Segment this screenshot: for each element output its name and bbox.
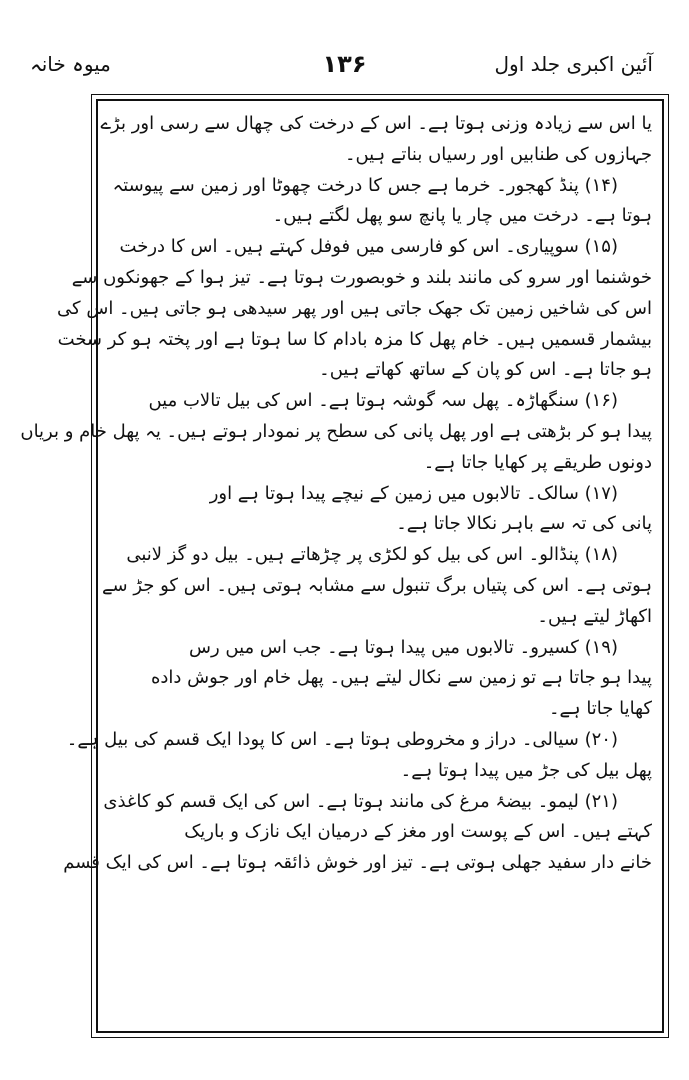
entry-heading-line: (۱۷) سالک۔ تالابوں میں زمین کے نیچے پیدا ہوتا ہے اور [209, 482, 618, 504]
entry-heading-line: (۲۱) لیمو۔ بیضۂ مرغ کی مانند ہوتا ہے۔ اس کی ایک قسم کو کاغذی [103, 790, 618, 812]
text-line: پیدا ہو جاتا ہے تو زمین سے نکال لیتے ہیں۔ پھل خام اور جوش داده [150, 667, 652, 689]
book-title: آئین اکبری جلد اول [494, 52, 653, 76]
text-line: اکھاڑ لیتے ہیں۔ [537, 605, 652, 627]
entry-heading-line: (۱۵) سوپیاری۔ اس کو فارسی میں فوفل کہتے ہیں۔ اس کا درخت [119, 236, 618, 258]
text-frame [20, 99, 664, 1033]
entry-heading-line: (۱۶) سنگھاڑہ۔ پھل سہ گوشہ ہوتا ہے۔ اس کی بیل تالاب میں [148, 390, 618, 412]
text-line: بیشمار قسمیں ہیں۔ خام پھل کا مزہ بادام کا سا ہوتا ہے اور پختہ ہو کر سخت [57, 328, 652, 350]
text-line: ہوتی ہے۔ اس کی پتیاں برگ تنبول سے مشابہ ہوتی ہیں۔ اس کو جڑ سے [101, 574, 652, 596]
text-line: اس کی شاخیں زمین تک جھک جاتی ہیں اور پھر سیدھی ہو جاتی ہیں۔ اس کی [57, 297, 652, 319]
text-line: خوشنما اور سرو کی مانند بلند و خوبصورت ہوتا ہے۔ تیز ہوا کے جھونکوں سے [71, 266, 652, 288]
text-line: پیدا ہو کر بڑھتی ہے اور پھل پانی کی سطح پر نمودار ہوتے ہیں۔ یہ پھل خام و بریاں [20, 420, 652, 442]
page-number: ۱۳۶ [322, 50, 367, 78]
text-line: کھایا جاتا ہے۔ [548, 698, 652, 720]
entry-heading-line: (۱۹) کسیرو۔ تالابوں میں پیدا ہوتا ہے۔ جب اس میں رس [189, 636, 618, 658]
text-line: دونوں طریقے پر کھایا جاتا ہے۔ [423, 451, 652, 473]
page-header [30, 44, 659, 84]
text-line: ہو جاتا ہے۔ اس کو پان کے ساتھ کھاتے ہیں۔ [319, 359, 652, 381]
text-line: کہتے ہیں۔ اس کے پوست اور مغز کے درمیان ایک نازک و باریک [184, 821, 652, 843]
text-line: پانی کی تہ سے باہر نکالا جاتا ہے۔ [396, 513, 652, 535]
text-line: جہازوں کی طنابیں اور رسیاں بناتے ہیں۔ [344, 143, 652, 165]
entry-heading-line: (۲۰) سیالی۔ دراز و مخروطی ہوتا ہے۔ اس کا پودا ایک قسم کی بیل ہے۔ [66, 728, 618, 750]
text-line: ہوتا ہے۔ درخت میں چار یا پانچ سو پھل لگتے ہیں۔ [272, 205, 652, 227]
text-line: یا اس سے زیادہ وزنی ہوتا ہے۔ اس کے درخت کی چھال سے رسی اور بڑے [100, 113, 652, 134]
entry-heading-line: (۱۸) پنڈالو۔ اس کی بیل کو لکڑی پر چڑھاتے ہیں۔ بیل دو گز لانبی [126, 544, 618, 566]
text-line: پھل بیل کی جڑ میں پیدا ہوتا ہے۔ [400, 759, 652, 781]
text-line: خانے دار سفید جھلی ہوتی ہے۔ تیز اور خوش ذائقہ ہوتا ہے۔ اس کی ایک قسم [63, 852, 652, 874]
entry-heading-line: (۱۴) پنڈ کھجور۔ خرما ہے جس کا درخت چھوٹا اور زمین سے پیوستہ [112, 174, 618, 196]
section-title: میوہ خانہ [30, 52, 111, 76]
